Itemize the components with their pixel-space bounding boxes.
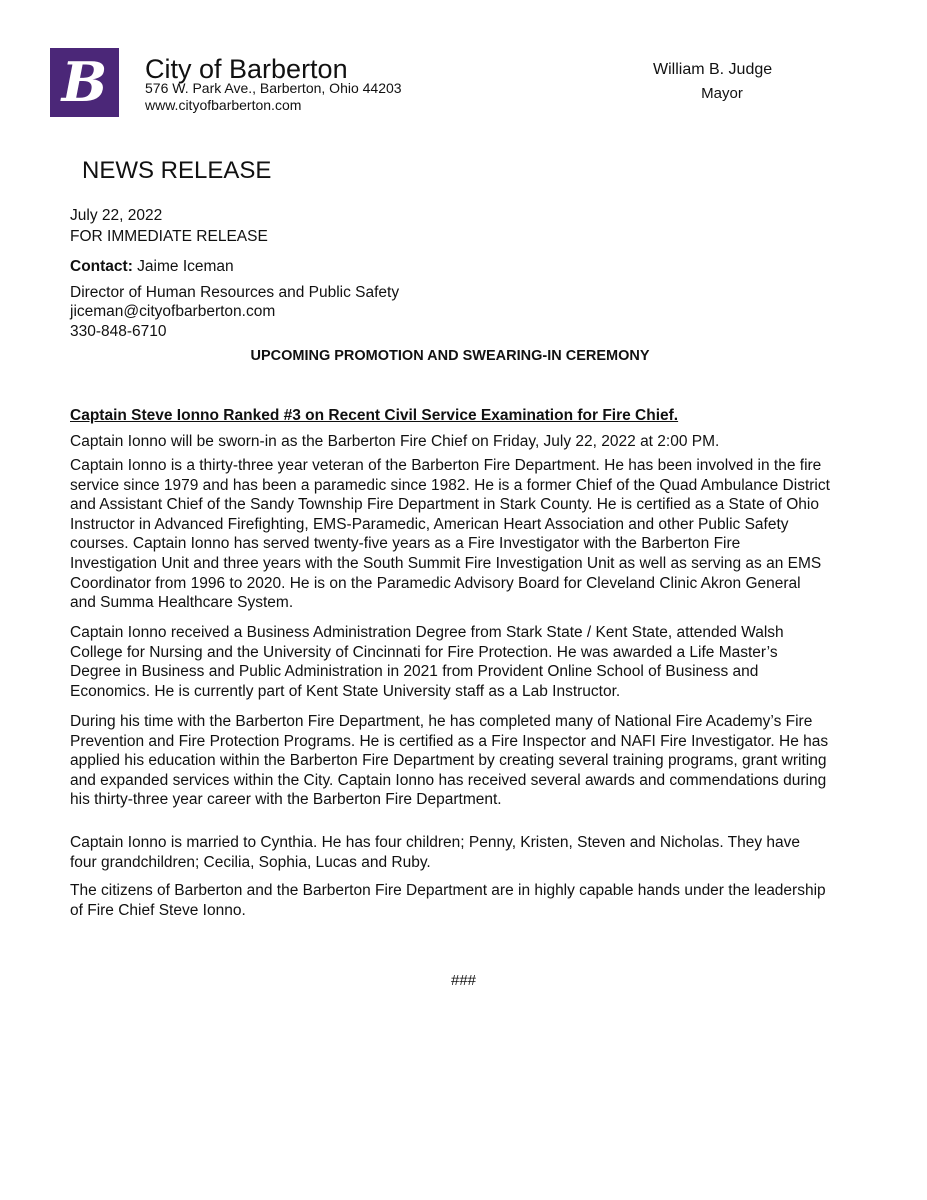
city-name: City of Barberton [145, 54, 348, 84]
city-website: www.cityofbarberton.com [145, 97, 302, 113]
paragraph-career: Captain Ionno is a thirty-three year veteran of the Barberton Fire Department. He has been involved in the fire service since 1979 and has been a paramedic since 1982. He is a former Chief of the Quad Ambulance District and Assistant Chief of the Sandy Township Fire Department in Stark County. He is certified as a State of Ohio Instructor in Advanced Firefighting, EMS-Paramedic, American Heart Association and other Public Safety courses. Captain Ionno has served twenty-five years as a Fire Investigator with the Barberton Fire Investigation Unit and three years with the South Summit Fire Investigation Unit as well as serving as an EMS Coordinator from 1996 to 2020. He is on the Paramedic Advisory Board for Cleveland Clinic Akron General and Summa Healthcare System. [70, 457, 830, 612]
contact-name: Jaime Iceman [137, 258, 234, 275]
paragraph-family: Captain Ionno is married to Cynthia. He has four children; Penny, Kristen, Steven and Nicholas. They have four grandchildren; Cecilia, Sophia, Lucas and Ruby. [70, 834, 801, 871]
logo-letter: B [61, 50, 108, 114]
paragraph-accomplishments: During his time with the Barberton Fire Department, he has completed many of National Fire Academy’s Fire Prevention and Fire Protection Programs. He is certified as a Fire Inspector and NAFI Fire Investigator. He has applied his education within the Barberton Fire Department by creating several training programs, grant writing and expanded services within the City. Captain Ionno has received several awards and commendations during his thirty-three year career with the Barberton Fire Department. [70, 713, 829, 809]
paragraph-sworn-in: Captain Ionno will be sworn-in as the Barberton Fire Chief on Friday, July 22, 2022 at 2:00 PM. [70, 433, 720, 450]
paragraph-closing: The citizens of Barberton and the Barberton Fire Department are in highly capable hands under the leadership of Fire Chief Steve Ionno. [70, 882, 826, 919]
city-address: 576 W. Park Ave., Barberton, Ohio 44203 [145, 80, 402, 96]
mayor-name: William B. Judge [653, 61, 773, 78]
end-mark: ### [450, 972, 477, 989]
release-title: UPCOMING PROMOTION AND SWEARING-IN CEREMONY [250, 348, 650, 364]
contact-phone: 330-848-6710 [70, 323, 167, 340]
contact-label: Contact: [70, 258, 133, 275]
release-subheading: Captain Steve Ionno Ranked #3 on Recent Civil Service Examination for Fire Chief. [70, 407, 679, 424]
news-release-heading: NEWS RELEASE [82, 157, 272, 184]
contact-line [70, 257, 830, 277]
contact-email: jiceman@cityofbarberton.com [70, 303, 276, 320]
city-logo [50, 48, 119, 117]
contact-title: Director of Human Resources and Public Safety [70, 284, 400, 301]
release-type: FOR IMMEDIATE RELEASE [70, 228, 268, 245]
mayor-title: Mayor [701, 85, 743, 102]
release-date: July 22, 2022 [70, 207, 163, 224]
paragraph-education: Captain Ionno received a Business Administration Degree from Stark State / Kent State, attended Walsh College for Nursing and the University of Cincinnati for Fire Protection. He was awarded a Life Master’s Degree in Business and Public Administration in 2021 from Provident Online School of Business and Economics. He is currently part of Kent State University staff as a Lab Instructor. [70, 624, 784, 700]
